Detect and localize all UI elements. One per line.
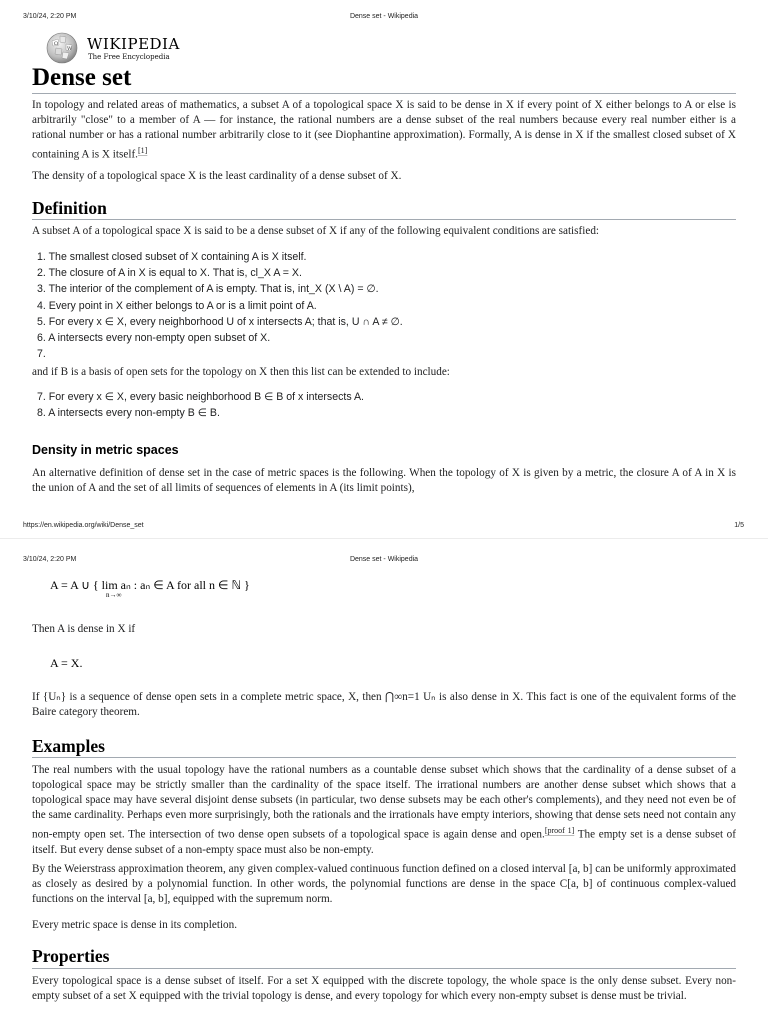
examples-paragraph-3: Every metric space is dense in its completion. (32, 919, 238, 931)
proof-reference-link[interactable]: [proof 1] (544, 826, 575, 835)
section-divider (32, 219, 736, 220)
reference-link[interactable]: [1] (137, 146, 148, 155)
page-title: Dense set (32, 64, 132, 91)
intro-text: In topology and related areas of mathematics, a subset A of a topological space X is said to be dense in X if every point of X either belongs to A or else is arbitrarily "close" to a member of A — for instance, the rational numbers are a dense subset of the real numbers because every real number either is a rational number or has a rational number arbitrarily close to it (see Diophantine approximation). Formally, A is dense in X if the smallest closed subset of X containing A is X itself. (32, 99, 736, 161)
basis-item-8: 8. A intersects every non-empty B ∈ B. (37, 407, 220, 419)
wikipedia-globe-icon[interactable] (44, 31, 80, 65)
print-doc-title-page2: Dense set - Wikipedia (349, 556, 419, 563)
definition-item-5: 5. For every x ∈ X, every neighborhood U of x intersects A; that is, U ∩ A ≠ ∅. (37, 316, 403, 328)
dense-condition-formula: A = X. (50, 656, 83, 670)
baire-paragraph: If {Uₙ} is a sequence of dense open sets in a complete metric space, X, then ⋂∞n=1 Uₙ is also dense in X. This fact is one of the equivalent forms of the Baire category theorem. (32, 691, 736, 718)
definition-item-2: 2. The closure of A in X is equal to X. That is, cl_X A = X. (37, 267, 302, 279)
definition-item-3: 3. The interior of the complement of A is empty. That is, int_X (X \ A) = ∅. (37, 283, 379, 295)
section-heading-properties: Properties (32, 946, 110, 966)
closure-formula: A = A ∪ { lim aₙ : aₙ ∈ A for all n ∈ ℕ } (50, 578, 250, 592)
definition-item-1: 1. The smallest closed subset of X containing A is X itself. (37, 251, 307, 263)
properties-paragraph: Every topological space is a dense subset of itself. For a set X equipped with the discrete topology, the whole space is the only dense subset. Every non-empty subset of a set X equipped with the trivial topology is dense, and every topology for which every non-empty subset is dense must be trivial. (32, 975, 736, 1002)
svg-text:Ω: Ω (54, 41, 59, 47)
definition-item-7: 7. (37, 348, 46, 360)
wikipedia-tagline: The Free Encyclopedia (88, 53, 170, 61)
definition-lead: A subset A of a topological space X is said to be a dense subset of X if any of the following equivalent conditions are satisfied: (32, 225, 600, 237)
section-heading-definition: Definition (32, 198, 107, 218)
basis-lead: and if B is a basis of open sets for the topology on X then this list can be extended to include: (32, 366, 450, 378)
density-paragraph: The density of a topological space X is the least cardinality of a dense subset of X. (32, 170, 402, 182)
definition-item-6: 6. A intersects every non-empty open subset of X. (37, 332, 271, 344)
examples-paragraph-2: By the Weierstrass approximation theorem, any given complex-valued continuous function defined on a closed interval [a, b] can be uniformly approximated as closely as desired by a polynomial function. In other words, the polynomial functions are dense in the space C[a, b] of continuous complex-valued functions on the interval [a, b], equipped with the supremum norm. (32, 863, 736, 905)
density-metric-paragraph: An alternative definition of dense set in the case of metric spaces is the following. When the topology of X is given by a metric, the closure A of A in X is the union of A and the set of all limits of sequences of elements in A (its limit points), (32, 467, 736, 494)
print-datetime: 3/10/24, 2:20 PM (23, 13, 77, 20)
examples-text-tail: The empty set is a dense subset of itself. But every dense subset of a non-empty space must also be non-empty. (32, 828, 736, 856)
section-heading-examples: Examples (32, 736, 105, 756)
title-divider (32, 93, 736, 94)
closure-formula-subscript: n→∞ (106, 591, 122, 599)
print-page-number: 1/5 (734, 522, 744, 529)
wikipedia-wordmark[interactable]: WIKIPEDIA (87, 35, 180, 53)
print-doc-title: Dense set - Wikipedia (349, 13, 419, 20)
then-dense-text: Then A is dense in X if (32, 623, 136, 635)
examples-text: The real numbers with the usual topology have the rational numbers as a countable dense subset which shows that the cardinality of a dense subset of a topological space may be strictly smaller than the cardinality of the space itself. The irrational numbers are another dense subset which shows that a topological space may have several disjoint dense subsets (in particular, two dense subsets may be each other's complements), and they need not even be of the same cardinality. Perhaps even more surprisingly, both the rationals and the irrationals have empty interiors, showing that dense sets need not contain any non-empty open set. The intersection of two dense open subsets of a topological space is again dense and open. (32, 764, 736, 841)
examples-paragraph-1 (32, 763, 736, 858)
print-url: https://en.wikipedia.org/wiki/Dense_set (23, 522, 144, 529)
print-datetime-page2: 3/10/24, 2:20 PM (23, 556, 77, 563)
section-divider (32, 968, 736, 969)
intro-paragraph (32, 98, 736, 163)
svg-text:W: W (67, 46, 73, 52)
subsection-heading-density-metric: Density in metric spaces (32, 443, 179, 457)
definition-item-4: 4. Every point in X either belongs to A or is a limit point of A. (37, 300, 317, 312)
section-divider (32, 757, 736, 758)
page-break (0, 538, 768, 539)
basis-item-7: 7. For every x ∈ X, every basic neighborhood B ∈ B of x intersects A. (37, 391, 364, 403)
